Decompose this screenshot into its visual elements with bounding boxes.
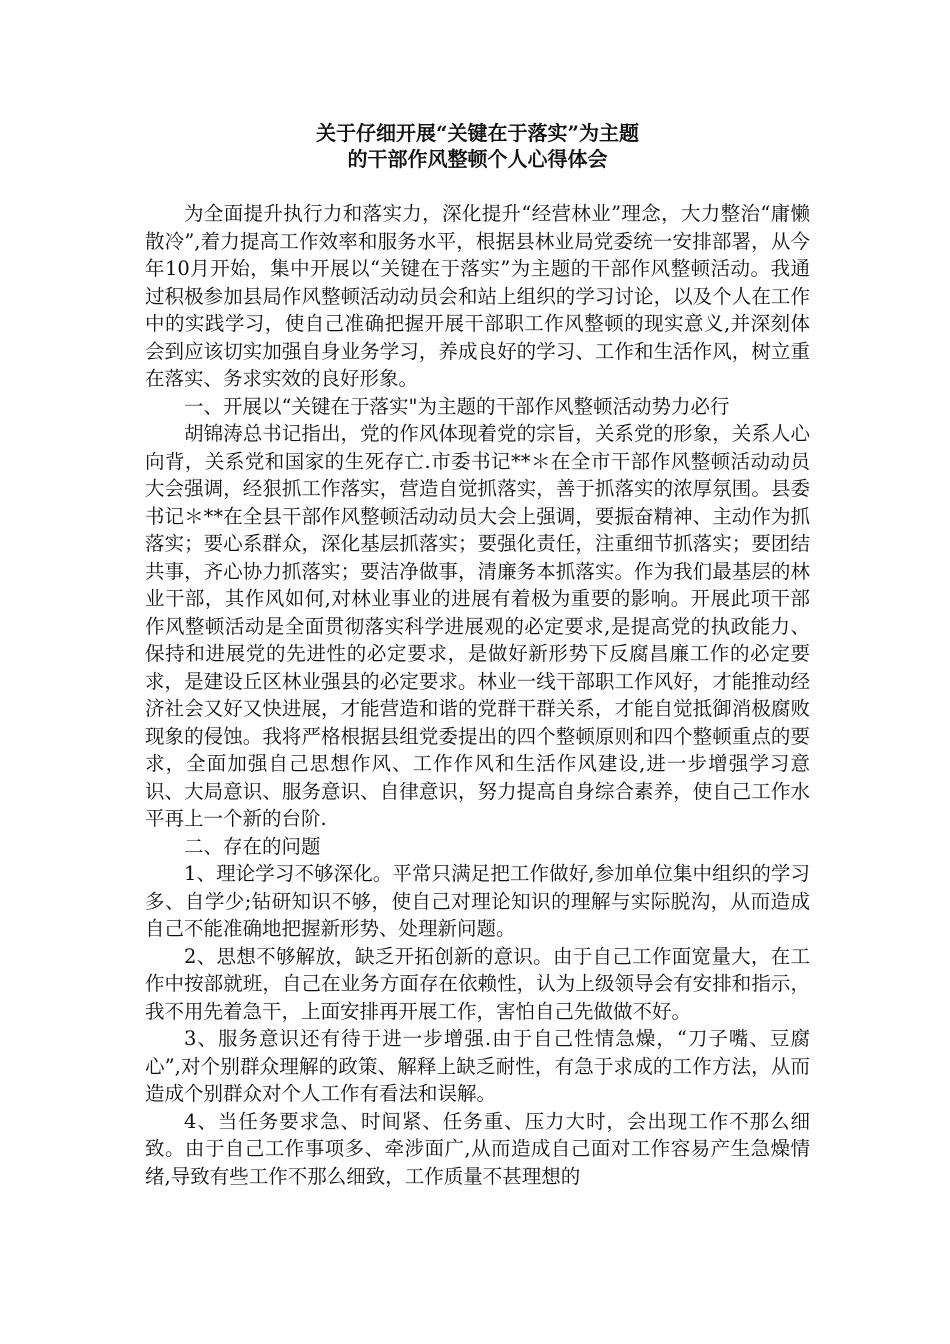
document-body: [145, 200, 810, 1190]
paragraph: 胡锦涛总书记指出，党的作风体现着党的宗旨，关系党的形象，关系人心向背，关系党和国家的生死存亡.市委书记**＊在全市干部作风整顿活动动员大会强调，经狠抓工作落实，营造自觉抓落实，善于抓落实的浓厚氛围。县委书记＊**在全县干部作风整顿活动动员大会上强调，要振奋精神、主动作为抓落实；要心系群众，深化基层抓落实；要强化责任，注重细节抓落实；要团结共事，齐心协力抓落实；要洁净做事，清廉务本抓落实。作为我们最基层的林业干部，其作风如何,对林业事业的进展有着极为重要的影响。开展此项干部作风整顿活动是全面贯彻落实科学进展观的必定要求,是提高党的执政能力、保持和进展党的先进性的必定要求，是做好新形势下反腐昌廉工作的必定要求，是建设丘区林业强县的必定要求。林业一线干部职工作风好，才能推动经济社会又好又快进展，才能营造和谐的党群干群关系，才能自觉抵御消极腐败现象的侵蚀。我将严格根据县组党委提出的四个整顿原则和四个整顿重点的要求，全面加强自己思想作风、工作作风和生活作风建设,进一步增强学习意识、大局意识、服务意识、自律意识，努力提高自身综合素养，使自己工作水平再上一个新的台阶.: [145, 422, 810, 830]
list-item: 1、理论学习不够深化。平常只满足把工作做好,参加单位集中组织的学习多、自学少;钻研知识不够，使自己对理论知识的理解与实际脱沟，从而造成自己不能准确地把握新形势、处理新问题。: [145, 862, 810, 940]
list-item: 2、思想不够解放，缺乏开拓创新的意识。由于自己工作面宽量大，在工作中按部就班，自己在业务方面存在依赖性，认为上级领导会有安排和指示，我不用先着急干，上面安排再开展工作，害怕自己先做做不好。: [145, 944, 810, 1023]
paragraph-intro: 为全面提升执行力和落实力，深化提升“经营林业”理念，大力整治“庸懒散冷”,着力提高工作效率和服务水平，根据县林业局党委统一安排部署，从今年10月开始，集中开展以“关键在于落实”为主题的干部作风整顿活动。我通过积极参加县局作风整顿活动动员会和站上组织的学习讨论，以及个人在工作中的实践学习，使自己准确把握开展干部职工作风整顿的现实意义,并深刻体会到应该切实加强自身业务学习，养成良好的学习、工作和生活作风，树立重在落实、务求实效的良好形象。: [145, 202, 810, 390]
list-item: 3、服务意识还有待于进一步增强.由于自己性情急燥，“刀子嘴、豆腐心”,对个别群众理解的政策、解释上缺乏耐性，有急于求成的工作方法，从而造成个别群众对个人工作有看法和误解。: [145, 1027, 810, 1105]
section-heading-2: 二、存在的问题: [184, 834, 321, 858]
list-item: 4、当任务要求急、时间紧、任务重、压力大时，会出现工作不那么细致。由于自己工作事项多、牵涉面广,从而造成自己面对工作容易产生急燥情绪,导致有些工作不那么细致，工作质量不甚理想的: [145, 1109, 810, 1188]
title-line-2: 的干部作风整顿个人心得体会: [347, 147, 608, 171]
title-line-1: 关于仔细开展“关键在于落实”为主题: [315, 121, 639, 145]
document-page: [145, 120, 810, 1190]
section-heading-1: 一、开展以“关键在于落实"为主题的干部作风整顿活动势力必行: [184, 394, 730, 418]
document-title: [145, 120, 810, 172]
